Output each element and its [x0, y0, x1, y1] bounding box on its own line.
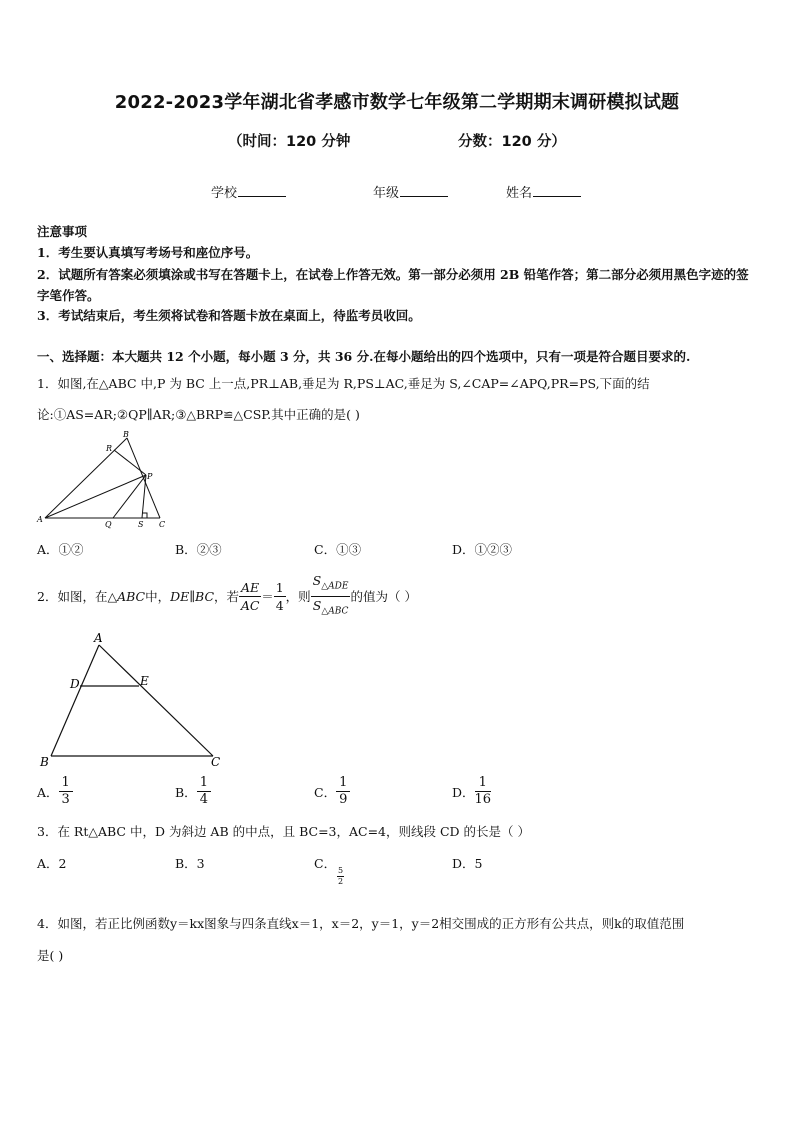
q3-option-b[interactable]: B．3 [175, 856, 205, 871]
notice-heading: 注意事项 [37, 224, 88, 239]
q2-option-d-letter: D． [452, 784, 475, 800]
q1-option-a[interactable]: A．①② [37, 542, 84, 557]
q1-label-C: C [159, 520, 166, 529]
q1-label-P: P [147, 472, 153, 481]
q2-option-c-letter: C． [314, 784, 337, 800]
q2-stem [37, 573, 417, 616]
q2-ratio-1-4 [274, 579, 286, 614]
q2-option-c-den: 9 [339, 792, 348, 807]
q2-ac: AC [240, 597, 260, 613]
q1-option-b[interactable]: B．②③ [175, 542, 222, 557]
q2-eq: ＝ [261, 589, 274, 604]
q2-option-a-den: 3 [61, 792, 70, 807]
q2-option-b-num: 1 [197, 775, 211, 792]
name-blank[interactable] [533, 184, 581, 197]
q3-stem: 3．在 Rt△ABC 中，D 为斜边 AB 的中点，且 BC=3，AC=4，则线段 CD 的长是（ ） [37, 824, 531, 839]
q1-line2: 论:①AS=AR;②QP∥AR;③△BRP≌△CSP.其中正确的是( ) [37, 407, 360, 422]
q2-comma: ，若 [214, 589, 240, 604]
q2-abc: ABC [117, 588, 146, 604]
q2-option-b-fraction [197, 775, 211, 808]
q3-option-c-letter: C． [314, 856, 337, 871]
q2-label-E: E [140, 674, 149, 688]
q1-option-d[interactable]: D．①②③ [452, 542, 513, 557]
q2-figure [36, 630, 226, 772]
q3-option-c-fraction [337, 866, 344, 887]
q2-option-d[interactable] [452, 775, 491, 808]
q2-option-d-num: 1 [475, 775, 492, 792]
q2-option-c[interactable] [314, 775, 350, 808]
q2-prefix: 2．如图，在△ [37, 589, 118, 604]
q2-sub-abc: △ABC [321, 606, 349, 616]
q3-option-c[interactable] [314, 854, 344, 886]
q3-option-a[interactable]: A．2 [37, 856, 67, 871]
q2-option-c-fraction [336, 775, 350, 808]
school-blank[interactable] [238, 184, 286, 197]
q2-label-A: A [94, 631, 103, 645]
q1-label-Q: Q [105, 520, 112, 529]
school-field [211, 182, 286, 201]
q1-line1: 1．如图,在△ABC 中,P 为 BC 上一点,PR⊥AB,垂足为 R,PS⊥AC,垂足为 S,∠CAP=∠APQ,PR=PS,下面的结 [37, 376, 650, 391]
q2-area-ratio [311, 572, 351, 620]
q2-option-a-num: 1 [59, 775, 73, 792]
q3-option-d[interactable]: D．5 [452, 856, 483, 871]
q2-then: ，则 [285, 589, 311, 604]
q2-sub-ade: △ADE [321, 581, 349, 592]
q3-option-c-den: 2 [338, 877, 344, 886]
q2-s-ade: S [312, 573, 322, 588]
grade-label: 年级 [373, 186, 400, 201]
q2-option-a-fraction [59, 775, 73, 808]
section-heading: 一、选择题：本大题共 12 个小题，每小题 3 分，共 36 分.在每小题给出的四个选项中，只有一项是符合题目要求的. [37, 349, 691, 364]
q2-mid: 中， [145, 589, 171, 604]
q1-label-S: S [138, 520, 144, 529]
exam-time: （时间：120 分钟 [228, 134, 351, 150]
notice-item-1: 1．考生要认真填写考场号和座位序号。 [37, 245, 259, 260]
q2-ratio-ae-ac [239, 579, 261, 614]
q2-label-D: D [70, 677, 80, 691]
q2-suffix: 的值为（ ） [350, 589, 417, 604]
school-label: 学校 [211, 186, 238, 201]
exam-score: 分数：120 分） [458, 134, 566, 150]
q1-label-A: A [37, 515, 43, 524]
q2-ae: AE [241, 579, 260, 595]
q1-option-c[interactable]: C．①③ [314, 542, 362, 557]
q2-option-a[interactable] [37, 775, 73, 808]
q2-label-C: C [211, 755, 221, 769]
grade-blank[interactable] [400, 184, 448, 197]
q2-de-bc: DE∥BC [170, 588, 215, 604]
q2-option-b-letter: B． [175, 784, 197, 800]
q1-label-R: R [106, 444, 113, 453]
q1-figure [34, 428, 174, 530]
q2-one: 1 [275, 579, 284, 595]
name-field [506, 182, 581, 201]
notice-item-3: 3．考试结束后，考生须将试卷和答题卡放在桌面上，待监考员收回。 [37, 308, 421, 323]
q2-option-b[interactable] [175, 775, 211, 808]
q2-option-b-den: 4 [199, 792, 208, 807]
page-title: 2022-2023学年湖北省孝感市数学七年级第二学期期末调研模拟试题 [114, 92, 680, 113]
notice-item-2: 2．试题所有答案必须填涂或书写在答题卡上，在试卷上作答无效。第一部分必须用 2B 铅笔作答；第二部分必须用黑色字迹的签字笔作答。 [37, 267, 749, 303]
q4-line1: 4．如图，若正比例函数y＝kx图象与四条直线x＝1，x＝2，y＝1，y＝2相交围成的正方形有公共点，则k的取值范围 [37, 916, 685, 931]
q2-option-a-letter: A． [37, 784, 59, 800]
q2-option-c-num: 1 [336, 775, 350, 792]
q3-option-c-num: 5 [338, 866, 344, 875]
q2-option-d-fraction [475, 775, 492, 808]
q2-four: 4 [275, 597, 284, 613]
q2-label-B: B [40, 755, 49, 769]
q1-label-B: B [123, 430, 129, 439]
q2-s-abc: S [312, 597, 322, 613]
q2-option-d-den: 16 [474, 792, 492, 807]
q4-line2: 是( ) [37, 948, 64, 963]
name-label: 姓名 [506, 186, 533, 201]
grade-field [373, 182, 448, 201]
